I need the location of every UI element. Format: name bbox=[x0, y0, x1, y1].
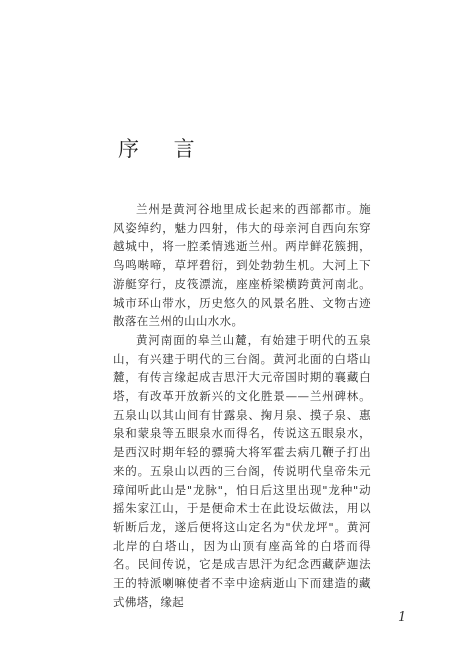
chapter-title: 序 言 bbox=[118, 137, 209, 161]
paragraph: 兰州是黄河谷地里成长起来的西部都市。施风姿绰约，魅力四射，伟大的母亲河自西向东穿越城中，将一腔柔情逃逝兰州。两岸鲜花簇拥，鸟鸣啭啼，草坪碧衍，到处勃勃生机。大河上下游艇穿行，皮筏漂流，座座桥梁横跨黄河南北。城市环山带水，历史悠久的风景名胜、文物古迹散落在兰州的山山水水。 bbox=[113, 202, 371, 329]
page-number: 1 bbox=[398, 610, 407, 625]
paragraph: 黄河南面的皋兰山麓，有始建于明代的五泉山，有兴建于明代的三台阁。黄河北面的白塔山麓，有传言缘起成吉思汗大元帝国时期的襄藏白塔，有改革开放新兴的文化胜景——兰州碑林。五泉山以其山间有甘露泉、掬月泉、摸子泉、惠泉和蒙泉等五眼泉水而得名，传说这五眼泉水，是西汉时期年轻的骠骑大将军霍去病几鞭子打出来的。五泉山以西的三台阁，传说明代皇帝朱元璋闻听此山是"龙脉"，怕日后这里出现"龙种"动摇朱家江山，于是便命术士在此设坛做法，用以斩断后龙，遂后便将这山定名为"伏龙坪"。黄河北岸的白塔山，因为山顶有座高耸的白塔而得名。民间传说，它是成吉思汗为纪念西藏萨迦法王的特派喇嘛使者不幸中途病逝山下而建造的藏式佛塔，缘起 bbox=[113, 332, 371, 609]
body-text bbox=[113, 200, 371, 611]
